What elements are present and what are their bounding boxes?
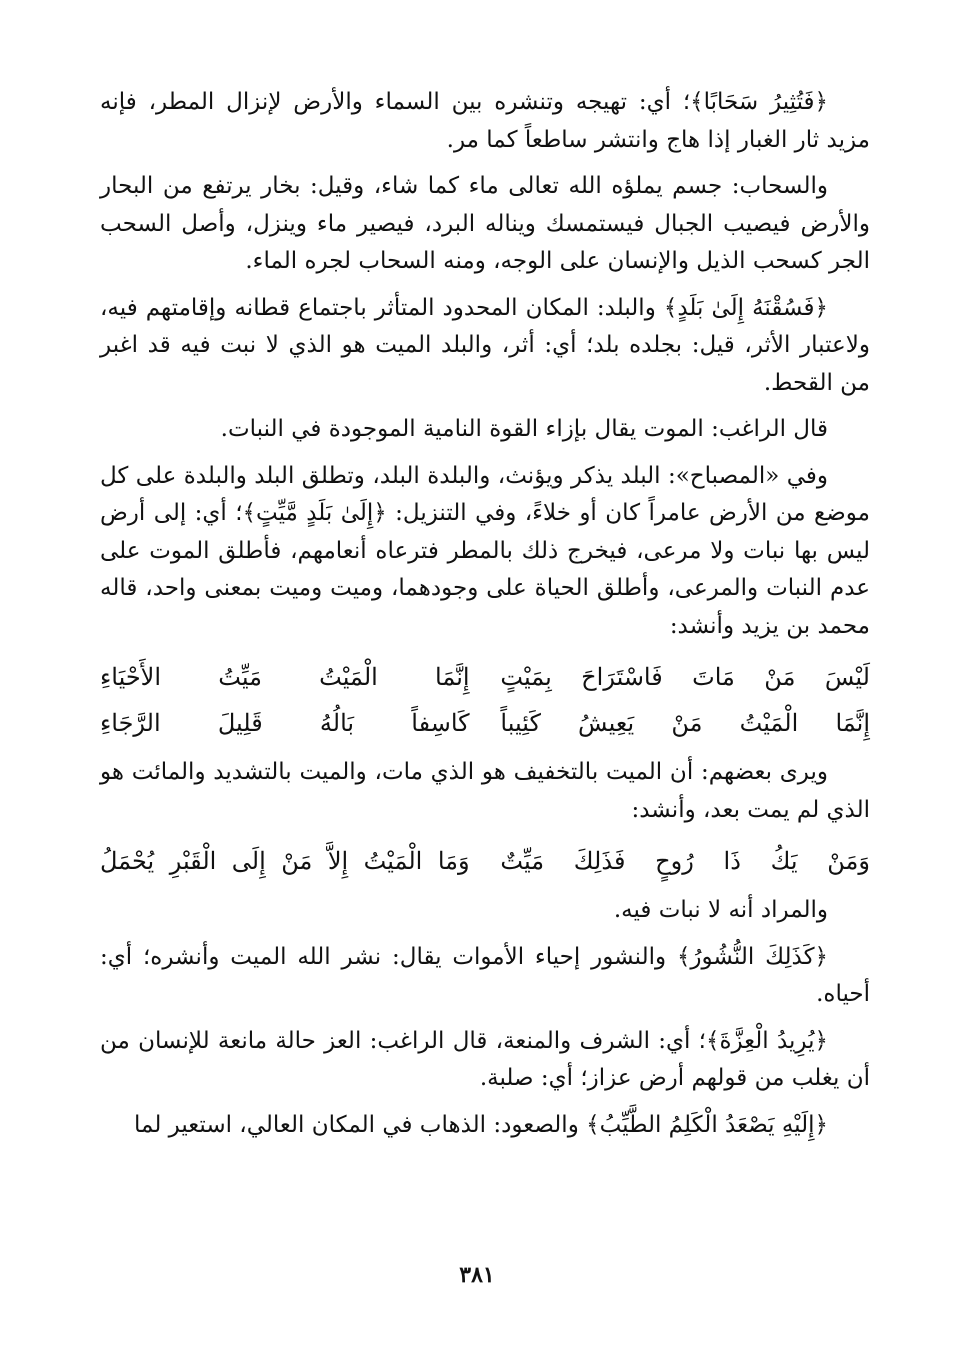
paragraph-10 xyxy=(100,1107,870,1145)
paragraph-1 xyxy=(100,84,870,159)
paragraph-text: والبلد: المكان المحدود المتأثر باجتماع قطانه وإقامتهم فيه، ولاعتبار الأثر، قيل: بجلده بلد؛ أي: أثر، والبلد الميت هو الذي لا نبت فيه قد اغبر من القحط. xyxy=(100,294,870,396)
quran-quote: ﴿فَتُثِيرُ سَحَابًا﴾ xyxy=(690,89,828,115)
page-number: ٣٨١ xyxy=(459,1262,495,1288)
paragraph-text: وفي «المصباح»: البلد يذكر ويؤنث، والبلدة البلد، وتطلق البلد والبلدة على كل موضع من الأرض عامراً كان أو خلاءً، وفي التنزيل: ﴿إِلَىٰ بَلَدٍ مَّيِّتٍ﴾؛ أي: إلى أرض ليس بها نبات ولا مرعى، فيخرج ذلك بالمطر فترعاه أنعامهم، فأطلق الموت على عدم النبات والمرعى، وأطلق الحياة على وجودهما، وميت وميت بمعنى واحد، قاله محمد بن يزيد وأنشد: xyxy=(100,462,870,639)
paragraph-6 xyxy=(100,754,870,829)
poem-second-hemistich: كَاسِفاً بَالُهُ قَلِيلَ الرَّجَاءِ xyxy=(100,709,470,737)
poem-first-hemistich: لَيْسَ مَنْ مَاتَ فَاسْتَرَاحَ بِمَيْتٍ xyxy=(500,663,870,691)
document-body xyxy=(100,84,870,1153)
poem-block-1 xyxy=(100,654,870,746)
paragraph-2 xyxy=(100,168,870,281)
paragraph-text: ؛ أي: الشرف والمنعة، قال الراغب: العز حالة مانعة للإنسان من أن يغلب من قولهم أرض عزاز؛ أي: صلبة. xyxy=(100,1027,870,1091)
quran-quote: ﴿إِلَيْهِ يَصْعَدُ الْكَلِمُ الطَّيِّبُ﴾ xyxy=(586,1111,828,1138)
poem-verse xyxy=(100,654,870,700)
paragraph-text: والنشور إحياء الأموات يقال: نشر الله الميت وأنشره؛ أي: أحياه. xyxy=(100,943,870,1007)
paragraph-text: والصعود: الذهاب في المكان العالي، استعير لما xyxy=(134,1111,587,1138)
paragraph-text: ويرى بعضهم: أن الميت بالتخفيف هو الذي مات، والميت بالتشديد والمائت هو الذي لم يمت بعد، وأنشد: xyxy=(100,759,870,823)
poem-first-hemistich: وَمَنْ يَكُ ذَا رُوحٍ فَذَلِكَ مَيِّتٌ xyxy=(500,847,870,875)
paragraph-text: ؛ أي: تهيجه وتنشره بين السماء والأرض لإنزال المطر، فإنه مزيد ثار الغبار إذا هاج وانتشر ساطعاً كما مر. xyxy=(100,89,870,153)
quran-quote: ﴿فَسُقْنَهُ إِلَىٰ بَلَدٍ﴾ xyxy=(663,294,828,321)
paragraph-text: والسحاب: جسم يملؤه الله تعالى ماء كما شاء، وقيل: بخار يرتفع من البحار والأرض فيصيب الجبال فيستمسك ويناله البرد، فيصير ماء وينزل، وأصل السحب الجر كسحب الذيل والإنسان على الوجه، ومنه السحاب لجره الماء. xyxy=(100,173,870,274)
paragraph-7 xyxy=(100,892,870,930)
poem-first-hemistich: إِنَّمَا الْمَيْتُ مَنْ يَعِيشُ كَئِيباً xyxy=(500,709,870,737)
poem-verse xyxy=(100,700,870,746)
paragraph-text: قال الراغب: الموت يقال بإزاء القوة النامية الموجودة في النبات. xyxy=(220,416,828,442)
poem-block-2 xyxy=(100,838,870,884)
paragraph-3 xyxy=(100,290,870,403)
paragraph-9 xyxy=(100,1023,870,1098)
quran-quote: ﴿يُرِيدُ الْعِزَّةَ﴾ xyxy=(705,1027,828,1054)
poem-verse xyxy=(100,838,870,884)
poem-second-hemistich: إِنَّمَا الْمَيْتُ مَيِّتُ الأَحْيَاءِ xyxy=(100,663,470,691)
quran-quote: ﴿كَذَلِكَ النُّشُورُ﴾ xyxy=(676,943,828,970)
poem-second-hemistich: وَمَا الْمَيْتُ إِلاَّ مَنْ إِلَى الْقَبْرِ يُحْمَلُ xyxy=(100,847,470,875)
paragraph-5 xyxy=(100,458,870,646)
paragraph-8 xyxy=(100,939,870,1014)
paragraph-4 xyxy=(100,411,870,449)
paragraph-text: والمراد أنه لا نبات فيه. xyxy=(613,897,828,923)
